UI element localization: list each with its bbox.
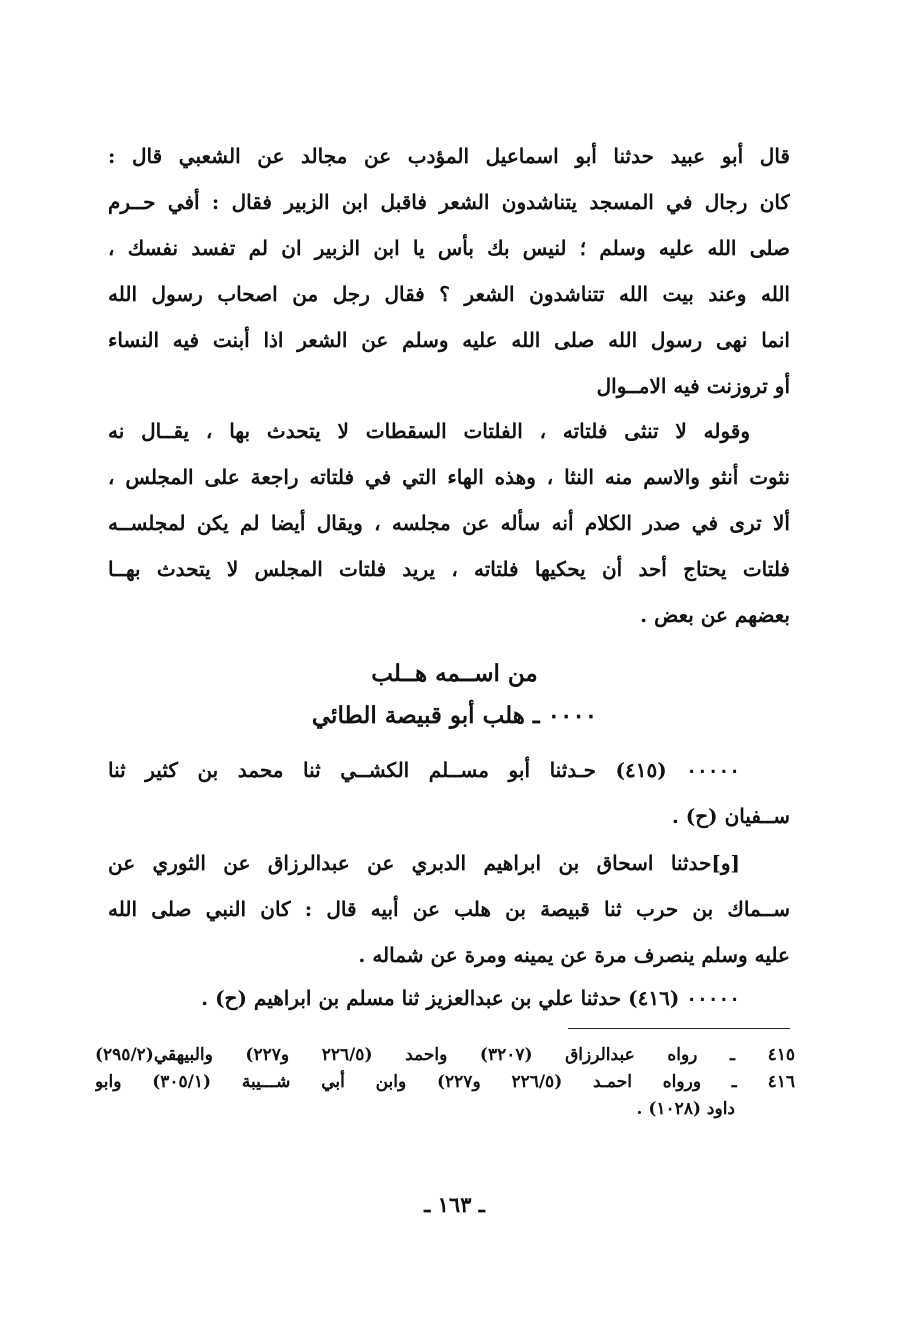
text-line: انما نهى رسول الله صلى الله عليه وسلم عن الشعر اذا أبنت فيه النساء <box>108 328 790 352</box>
section-heading: من اســمه هــلب <box>371 660 538 687</box>
text-line: الله وعند بيت الله تتناشدون الشعر ؟ فقال رجل من اصحاب رسول الله <box>108 282 790 306</box>
text-line: ســفيان (ح) . <box>671 804 790 828</box>
text-line: ٠٠٠٠٠ (٤١٥) حـدثنا أبو مســلم الكشــي ثنا محمد بن كثير ثنا <box>108 758 740 782</box>
footnote-line: ٤١٦ ـ ورواه احمـد (٢٢٦/٥ و٢٢٧) وابن أبي شـــيبة (٣٠٥/١) وابو <box>95 1072 795 1092</box>
paragraph-5 <box>108 975 790 1021</box>
text-line: قال أبو عبيد حدثنا أبو اسماعيل المؤدب عن مجالد عن الشعبي قال : <box>108 144 790 168</box>
text-line: أو تروزنت فيه الامــوال <box>596 374 790 398</box>
footnote-line: ٤١٥ ـ رواه عبدالرزاق (٣٢٠٧) واحمد (٢٢٦/٥ و٢٢٧) والبيهقي(٢٩٥/٢) <box>95 1045 795 1065</box>
text-line: عليه وسلم ينصرف مرة عن يمينه ومرة عن شماله . <box>358 943 790 967</box>
footnote-divider <box>568 1028 790 1029</box>
text-line: ســماك بن حرب ثنا قبيصة بن هلب عن أبيه قال : كان النبي صلى الله <box>108 897 790 921</box>
text-line: [و]حدثنا اسحاق بن ابراهيم الدبري عن عبدالرزاق عن الثوري عن <box>108 851 740 875</box>
text-line: ٠٠٠٠٠ (٤١٦) حدثنا علي بن عبدالعزيز ثنا مسلم بن ابراهيم (ح) . <box>201 986 740 1010</box>
text-line: وقوله لا تنثى فلتاته ، الفلتات السقطات لا يتحدث بها ، يقــال نه <box>108 419 750 443</box>
text-line: كان رجال في المسجد يتناشدون الشعر فاقبل ابن الزبير فقال : أفي حــرم <box>108 190 790 214</box>
paragraph-3 <box>108 747 790 839</box>
text-line: صلى الله عليه وسلم ؛ لنيس بك بأس يا ابن الزبير ان لم تفسد نفسك ، <box>108 236 790 260</box>
text-line: ألا ترى في صدر الكلام أنه سأله عن مجلسه ، ويقال أيضا لم يكن لمجلســه <box>108 511 790 535</box>
footnotes <box>95 1042 795 1123</box>
footnote-line: داود (١٠٢٨) . <box>636 1099 735 1119</box>
entry-heading: ٠٠٠٠ ـ هلب أبو قبيصة الطائي <box>311 702 598 729</box>
text-line: نثوت أنثو والاسم منه النثا ، وهذه الهاء التي في فلتاته راجعة على المجلس ، <box>108 465 790 489</box>
paragraph-1 <box>108 133 790 409</box>
text-line: فلتات يحتاج أحد أن يحكيها فلتاته ، يريد فلتات المجلس لا يتحدث بهــا <box>108 557 790 581</box>
paragraph-2 <box>108 408 790 638</box>
page-number: ـ ١٦٣ ـ <box>424 1192 485 1217</box>
paragraph-4 <box>108 840 790 978</box>
text-line: بعضهم عن بعض . <box>640 603 790 627</box>
